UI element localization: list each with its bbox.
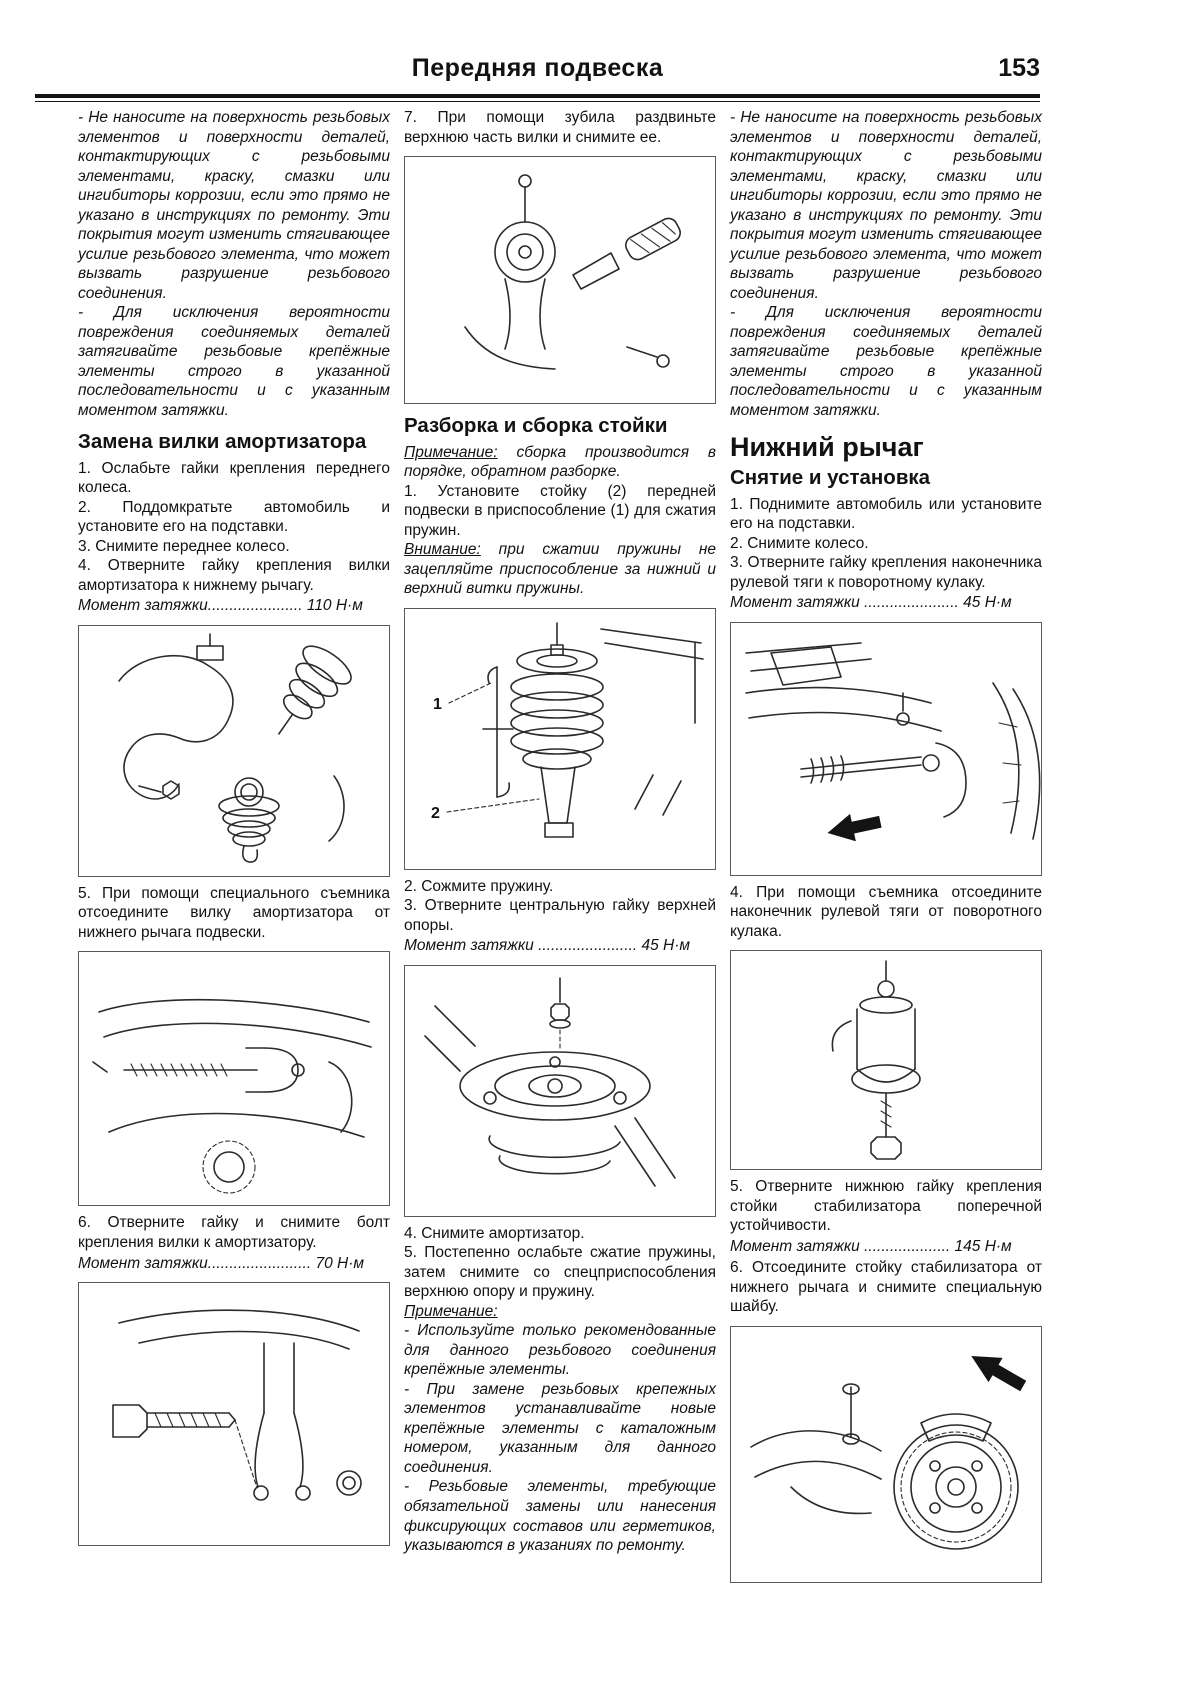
step: 2. Сожмите пружину.: [404, 877, 554, 895]
step: 5. Отверните нижнюю гайку крепления стойки стабилизатора поперечной устойчивости.: [730, 1178, 1042, 1235]
step: 2. Снимите колесо.: [730, 534, 869, 552]
note-label: Примечание:: [404, 1302, 498, 1320]
figure-upper-mount-nut: [404, 965, 716, 1217]
torque-spec: Момент затяжки .................... 145 Н·м: [730, 1237, 1012, 1255]
section-title-fork-replacement: Замена вилки амортизатора: [78, 430, 367, 454]
section-title-lower-arm: Нижний рычаг: [730, 432, 924, 463]
figure-callout-1: 1: [433, 695, 442, 713]
torque-spec: Момент затяжки ...................... 45 Н·м: [730, 594, 1012, 612]
subsection-title-removal: Снятие и установка: [730, 465, 931, 489]
step: 2. Поддомкратьте автомобиль и установите его на подставки.: [78, 498, 390, 536]
caution-paragraph: [404, 540, 716, 599]
step: 4. При помощи съемника отсоедините наконечник рулевой тяги от поворотного кулака.: [730, 883, 1042, 940]
direction-arrow-icon: [825, 808, 884, 847]
figure-strut-spring-compressor: [404, 608, 716, 870]
figure-lower-arm-brake-disc: [730, 1326, 1042, 1583]
step: 3. Отверните гайку крепления наконечника рулевой тяги к поворотному кулаку.: [730, 554, 1042, 591]
step: 7. При помощи зубила раздвиньте верхнюю часть вилки и снимите ее.: [404, 109, 716, 146]
column-right: [730, 108, 1042, 1590]
note-item: - Используйте только рекомендованные для данного резьбового соединения крепёжные элементы.: [404, 1322, 716, 1379]
step: 4. Снимите амортизатор.: [404, 1224, 585, 1242]
column-left: [78, 108, 390, 1553]
step: 3. Отверните центральную гайку верхней опоры.: [404, 897, 716, 934]
caution-label: Внимание:: [404, 541, 481, 559]
step: 4. Отверните гайку крепления вилки амортизатора к нижнему рычагу.: [78, 557, 390, 594]
step: 5. При помощи специального съемника отсоедините вилку амортизатора от нижнего рычага подвески.: [78, 884, 390, 941]
figure-chisel-fork: [404, 156, 716, 404]
step: 5. Постепенно ослабьте сжатие пружины, затем снимите со спецприспособления верхнюю опору и пружину.: [404, 1244, 716, 1301]
note-paragraph: [404, 443, 716, 482]
figure-ball-joint-puller: [730, 950, 1042, 1170]
figure-fork-puller: [78, 951, 390, 1206]
figure-callout-2: 2: [431, 804, 440, 822]
warning-paragraph: - Для исключения вероятности повреждения соединяемых деталей затягивайте резьбовые крепёжные элементы строго в указанной последовательности и с указанным моментом затяжки.: [78, 304, 390, 419]
warning-paragraph: - Не наносите на поверхность резьбовых элементов и поверхности деталей, контактирующих с резьбовыми элементами, краску, смазки или ингибиторы коррозии, если это прямо не указано в инструкциях по ремонту. Эти покрытия могут изменить стягивающее усилие резьбового элемента, что может вызвать разрушение резьбового соединения.: [730, 109, 1042, 302]
step: 1. Поднимите автомобиль или установите его на подставки.: [730, 495, 1042, 533]
note-label: Примечание:: [404, 443, 498, 461]
note-item: - Резьбовые элементы, требующие обязательной замены или нанесения фиксирующих составов или герметиков, указываются в указаниях по ремонту.: [404, 1478, 716, 1555]
figure-shock-fork-boot: [78, 625, 390, 877]
warning-paragraph: - Для исключения вероятности повреждения соединяемых деталей затягивайте резьбовые крепёжные элементы строго в указанной последовательности и с указанным моментом затяжки.: [730, 304, 1042, 419]
step: 1. Установите стойку (2) передней подвески в приспособление (1) для сжатия пружин.: [404, 482, 716, 539]
column-middle: [404, 108, 716, 1556]
step: 3. Снимите переднее колесо.: [78, 537, 290, 555]
figure-tie-rod-underbody: [730, 622, 1042, 876]
torque-spec: Момент затяжки...................... 110 Н·м: [78, 597, 363, 615]
direction-arrow-icon: [964, 1344, 1030, 1398]
step: 6. Отверните гайку и снимите болт крепления вилки к амортизатору.: [78, 1214, 390, 1251]
header-rule: [35, 94, 1040, 102]
torque-spec: Момент затяжки........................ 70 Н·м: [78, 1254, 364, 1272]
page-title: Передняя подвеска: [411, 54, 664, 82]
torque-spec: Момент затяжки ....................... 45 Н·м: [404, 937, 690, 955]
step: 1. Ослабьте гайки крепления переднего колеса.: [78, 459, 390, 497]
note-paragraph: [404, 1302, 716, 1322]
step: 6. Отсоедините стойку стабилизатора от нижнего рычага и снимите специальную шайбу.: [730, 1259, 1042, 1316]
note-text: сборка производится в порядке, обратном разборке.: [404, 443, 716, 481]
page-number: 153: [998, 54, 1040, 82]
caution-text: при сжатии пружины не зацепляйте приспособление за нижний и верхний витки пружины.: [404, 541, 716, 598]
note-item: - При замене резьбовых крепежных элементов устанавливайте новые крепёжные элементы с каталожным номером, указанным для данного соединения.: [404, 1380, 716, 1476]
figure-fork-bolt: [78, 1282, 390, 1546]
section-title-strut: Разборка и сборка стойки: [404, 414, 668, 438]
warning-paragraph: - Не наносите на поверхность резьбовых элементов и поверхности деталей, контактирующих с резьбовыми элементами, краску, смазки или ингибиторы коррозии, если это прямо не указано в инструкциях по ремонту. Эти покрытия могут изменить стягивающее усилие резьбового элемента, что может вызвать разрушение резьбового соединения.: [78, 109, 390, 302]
